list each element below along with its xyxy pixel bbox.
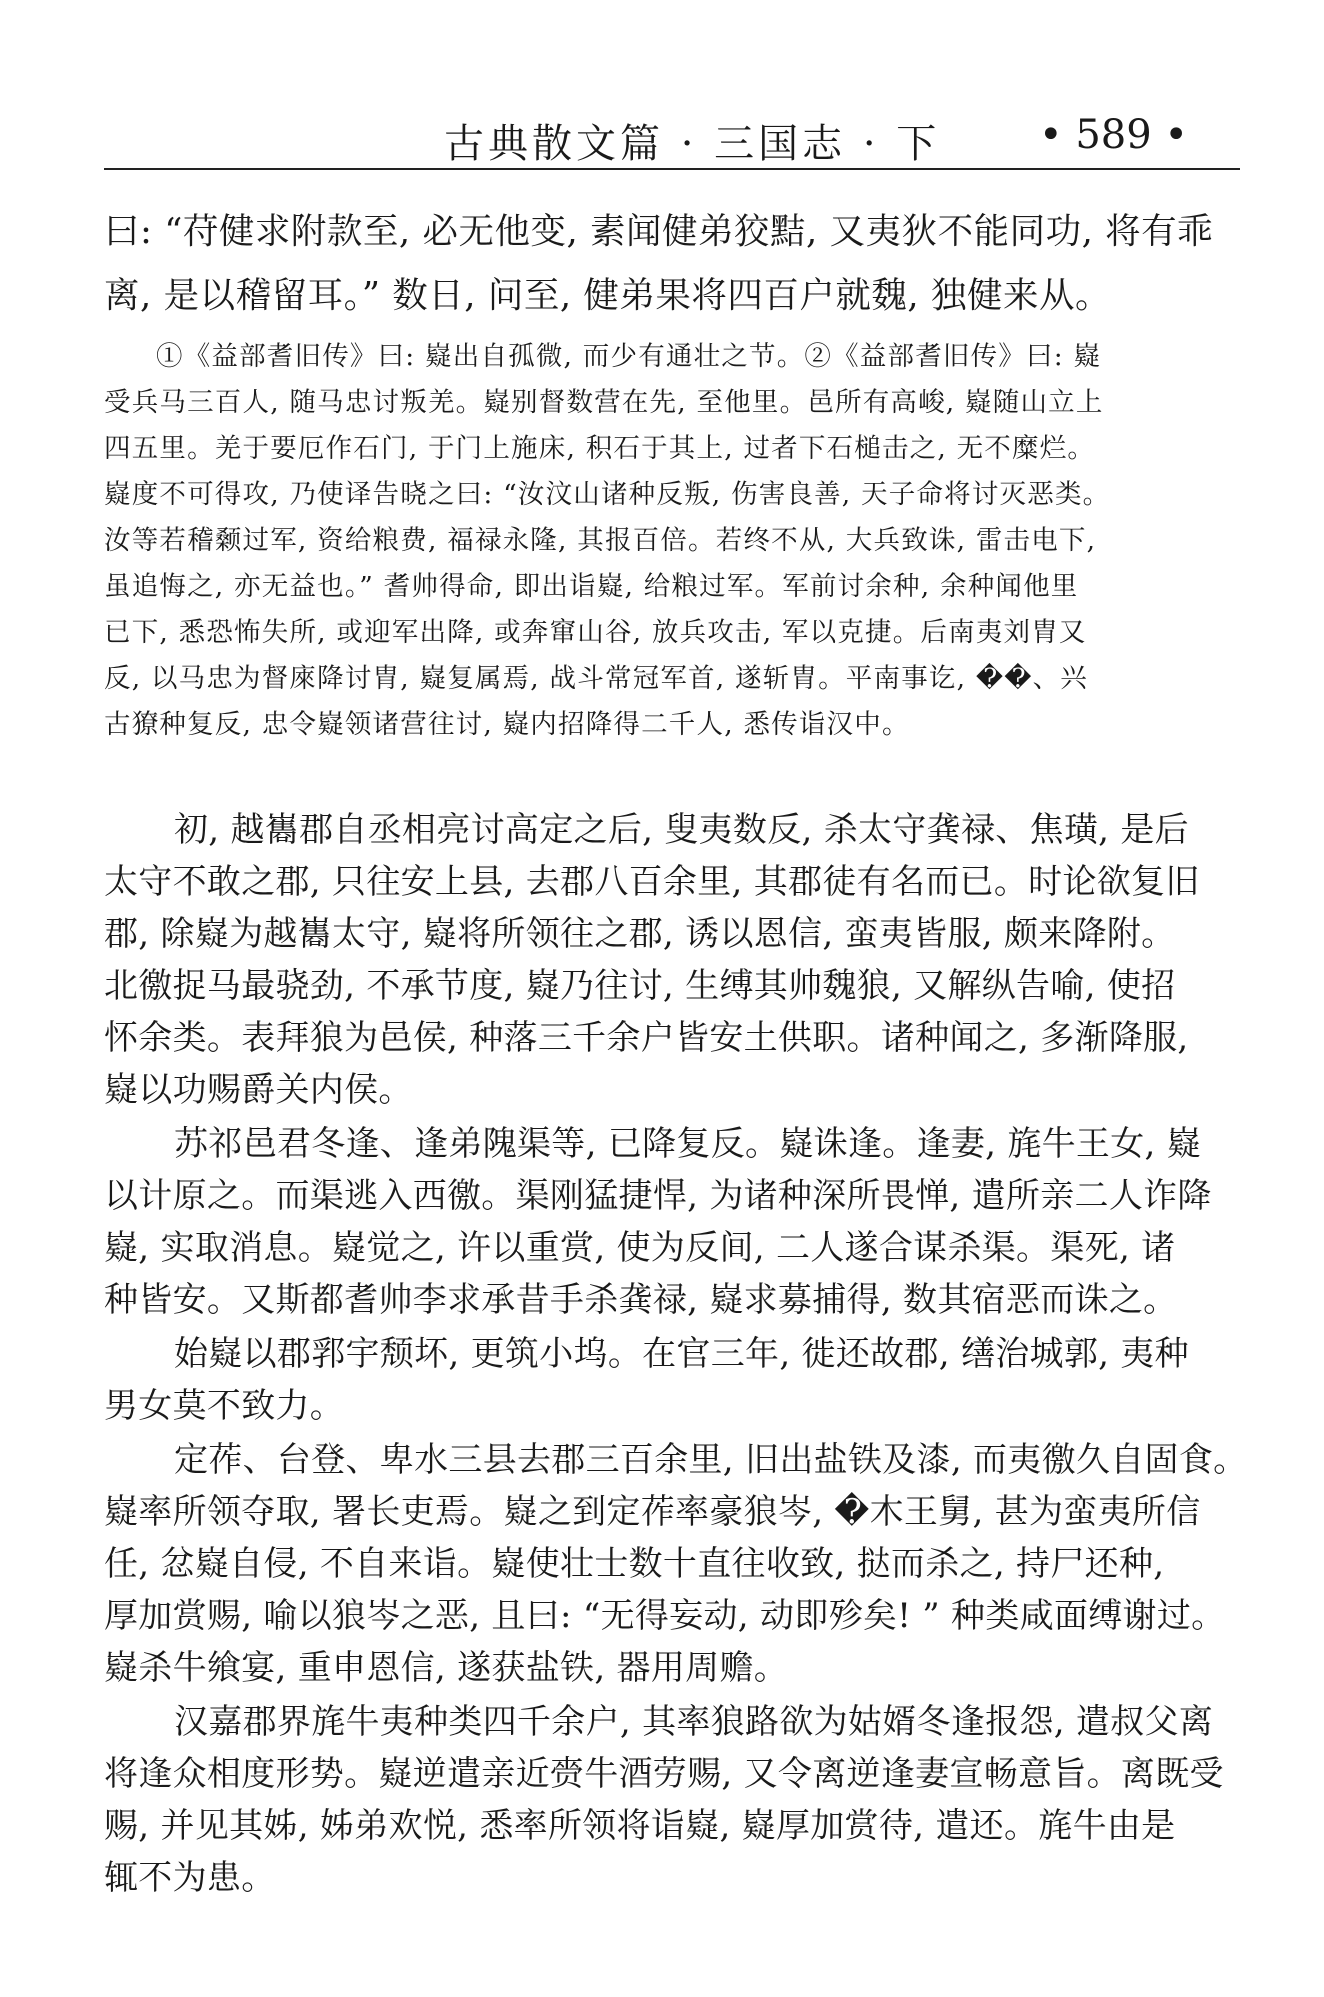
text-line: 定莋、台登、卑水三县去郡三百余里, 旧出盐铁及漆, 而夷徼久自固食。 bbox=[174, 1440, 1248, 1480]
text-line: 嶷杀牛飨宴, 重申恩信, 遂获盐铁, 器用周赡。 bbox=[104, 1648, 789, 1688]
text-line: 辄不为患。 bbox=[104, 1858, 276, 1898]
text-line: 北徼捉马最骁劲, 不承节度, 嶷乃往讨, 生缚其帅魏狼, 又解纵告喻, 使招 bbox=[104, 966, 1176, 1006]
text-line: 将逢众相度形势。嶷逆遣亲近赍牛酒劳赐, 又令离逆逢妻宣畅意旨。离既受 bbox=[104, 1754, 1224, 1794]
paragraph bbox=[104, 804, 1240, 1116]
text-line: 始嶷以郡郛宇颓坏, 更筑小坞。在官三年, 徙还故郡, 缮治城郭, 夷种 bbox=[174, 1334, 1189, 1374]
text-line: 怀余类。表拜狼为邑侯, 种落三千余户皆安土供职。诸种闻之, 多渐降服, bbox=[104, 1018, 1189, 1058]
footnote-line: 反, 以马忠为督庲降讨胄, 嶷复属焉, 战斗常冠军首, 遂斩胄。平南事讫, ��、兴 bbox=[104, 663, 1088, 694]
quote-line: 曰: “苻健求附款至, 必无他变, 素闻健弟狡黠, 又夷狄不能同功, 将有乖 bbox=[104, 211, 1214, 252]
paragraph bbox=[104, 1696, 1240, 1904]
running-title: 古典散文篇 · 三国志 · 下 bbox=[444, 121, 941, 167]
paragraph bbox=[104, 1434, 1248, 1694]
text-line: 初, 越巂郡自丞相亮讨高定之后, 叟夷数反, 杀太守龚禄、焦璜, 是后 bbox=[174, 810, 1189, 850]
text-line: 郡, 除嶷为越巂太守, 嶷将所领往之郡, 诱以恩信, 蛮夷皆服, 颇来降附。 bbox=[104, 914, 1176, 954]
page-number: • 589 • bbox=[1039, 112, 1188, 158]
text-line: 嶷, 实取消息。嶷觉之, 许以重赏, 使为反间, 二人遂合谋杀渠。渠死, 诸 bbox=[104, 1228, 1176, 1268]
page-content bbox=[104, 200, 1248, 1906]
footnote-line: 受兵马三百人, 随马忠讨叛羌。嶷别督数营在先, 至他里。邑所有高峻, 嶷随山立上 bbox=[104, 387, 1104, 418]
footnote-line: 古獠种复反, 忠令嶷领诸营往讨, 嶷内招降得二千人, 悉传诣汉中。 bbox=[104, 709, 910, 740]
text-line: 嶷率所领夺取, 署长吏焉。嶷之到定莋率豪狼岑, �木王舅, 甚为蛮夷所信 bbox=[104, 1492, 1201, 1532]
main-text bbox=[104, 804, 1248, 1904]
footnote-line: 四五里。羌于要厄作石门, 于门上施床, 积石于其上, 过者下石槌击之, 无不糜烂。 bbox=[104, 433, 1096, 464]
text-line: 太守不敢之郡, 只往安上县, 去郡八百余里, 其郡徒有名而已。时论欲复旧 bbox=[104, 862, 1200, 902]
text-line: 男女莫不致力。 bbox=[104, 1386, 345, 1426]
text-line: 赐, 并见其姊, 姊弟欢悦, 悉率所领将诣嶷, 嶷厚加赏待, 遣还。旄牛由是 bbox=[104, 1806, 1176, 1846]
footnotes bbox=[104, 334, 1240, 748]
text-line: 汉嘉郡界旄牛夷种类四千余户, 其率狼路欲为姑婿冬逢报怨, 遣叔父离 bbox=[174, 1702, 1214, 1742]
footnote-line: 已下, 悉恐怖失所, 或迎军出降, 或奔窜山谷, 放兵攻击, 军以克捷。后南夷刘胄又 bbox=[104, 617, 1087, 648]
footnote-line: 嶷度不可得攻, 乃使译告晓之曰: “汝汶山诸种反叛, 伤害良善, 天子命将讨灭恶类。 bbox=[104, 479, 1111, 510]
quote-line: 离, 是以稽留耳。” 数日, 问至, 健弟果将四百户就魏, 独健来从。 bbox=[104, 275, 1111, 316]
footnote-line: 虽追悔之, 亦无益也。” 耆帅得命, 即出诣嶷, 给粮过军。军前讨余种, 余种闻他里 bbox=[104, 571, 1079, 602]
text-line: 以计原之。而渠逃入西徼。渠刚猛捷悍, 为诸种深所畏惮, 遣所亲二人诈降 bbox=[104, 1176, 1212, 1216]
text-line: 任, 忿嶷自侵, 不自来诣。嶷使壮士数十直往收致, 挞而杀之, 持尸还种, bbox=[104, 1544, 1165, 1584]
quote-passage bbox=[104, 200, 1240, 328]
paragraph bbox=[104, 1118, 1240, 1326]
page-header bbox=[104, 100, 1240, 170]
text-line: 苏祁邑君冬逢、逢弟隗渠等, 已降复反。嶷诛逢。逢妻, 旄牛王女, 嶷 bbox=[174, 1124, 1202, 1164]
text-line: 厚加赏赐, 喻以狼岑之恶, 且曰: “无得妄动, 动即殄矣! ” 种类咸面缚谢过。 bbox=[104, 1596, 1226, 1636]
text-line: 嶷以功赐爵关内侯。 bbox=[104, 1070, 413, 1110]
footnote-line: ①《益部耆旧传》曰: 嶷出自孤微, 而少有通壮之节。②《益部耆旧传》曰: 嶷 bbox=[156, 341, 1102, 372]
footnote-line: 汝等若稽颡过军, 资给粮费, 福禄永隆, 其报百倍。若终不从, 大兵致诛, 雷击电下, bbox=[104, 525, 1097, 556]
text-line: 种皆安。又斯都耆帅李求承昔手杀龚禄, 嶷求募捕得, 数其宿恶而诛之。 bbox=[104, 1280, 1178, 1320]
paragraph bbox=[104, 1328, 1240, 1432]
